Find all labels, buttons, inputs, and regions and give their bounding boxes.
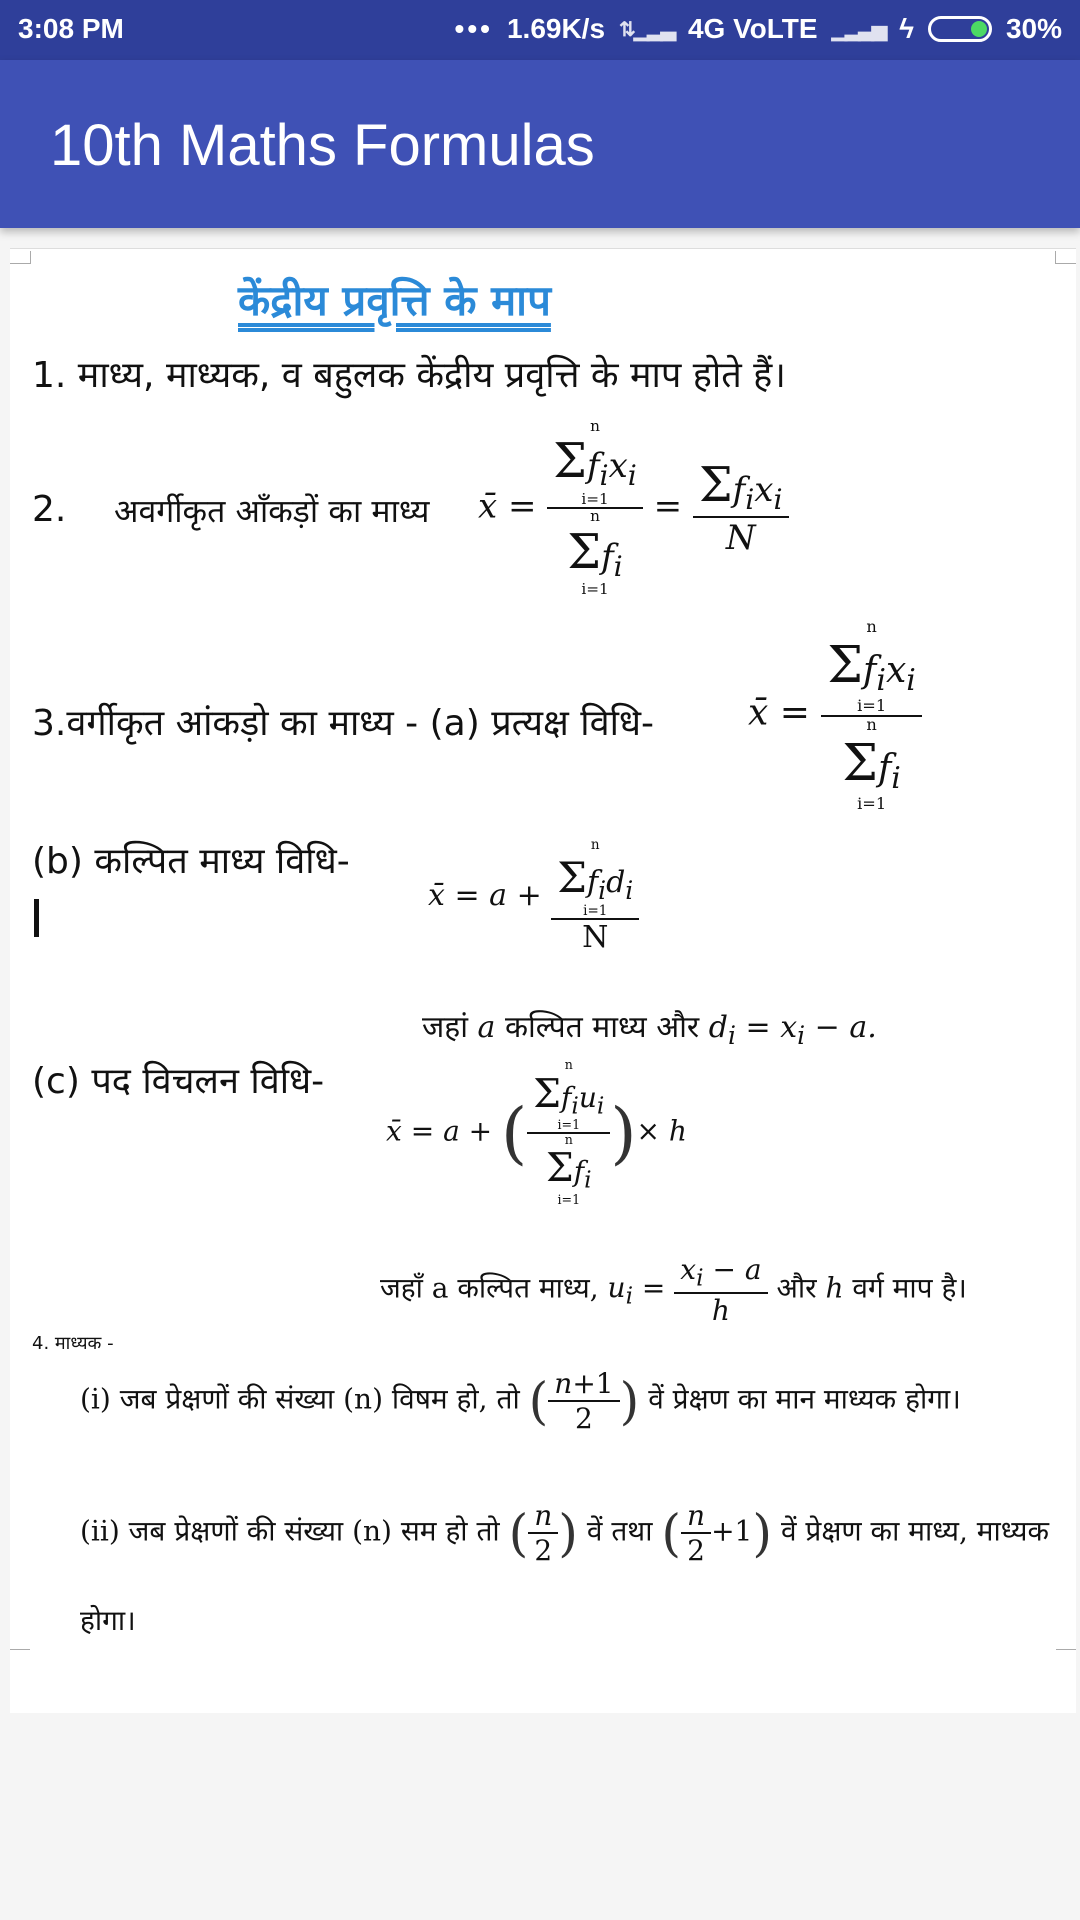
item-1: 1. माध्य, माध्यक, व बहुलक केंद्रीय प्रवृत्ति के माप होते हैं।: [32, 355, 786, 396]
more-notifications-icon: •••: [454, 13, 493, 44]
assumed-mean-note: जहां a कल्पित माध्य और $d_i = x_i - a$.: [422, 1010, 877, 1050]
status-bar: [0, 0, 1080, 60]
formula-page[interactable]: [10, 248, 1076, 1713]
battery-percent: 30%: [1005, 13, 1062, 44]
status-icons: [455, 13, 1062, 45]
signal-icon: ▁▂▃▅: [831, 18, 886, 41]
item-3c: (c) पद विचलन विधि-: [32, 1061, 325, 1102]
doc-heading: केंद्रीय प्रवृत्ति के माप: [238, 276, 551, 325]
note-c-suffix: वर्ग माप है।: [852, 1271, 967, 1305]
item-2-text: अवर्गीकृत आँकड़ों का माध्य: [114, 492, 430, 530]
network-speed: 1.69K/s: [506, 13, 606, 44]
median-even-rule-end: होगा।: [80, 1604, 136, 1637]
ungrouped-mean-formula: x̄ = n $\Sigma f_ix_i$ i=1 n $\Sigma f_i$ i=1 = $\frac{\Sigma f_ix_i}{N}$: [478, 419, 789, 598]
note-b-mid: कल्पित माध्य और: [504, 1010, 700, 1045]
direct-method-formula: x̄ = n $\Sigma f_ix_i$ i=1 n $\Sigma f_i$ i=1: [748, 619, 922, 812]
data-arrows-icon: ⇅▁▂▃: [619, 18, 674, 41]
assumed-mean-formula: x̄ = a + n $\Sigma f_id_i$ i=1 N: [428, 839, 639, 955]
median-ii-text-a: (ii) जब प्रेक्षणों की संख्या (n) सम हो तो: [80, 1514, 500, 1548]
charging-icon: ϟ: [899, 13, 914, 44]
status-time: 3:08 PM: [18, 13, 124, 44]
network-type: 4G VoLTE: [687, 13, 818, 44]
item-2-number: 2.: [32, 489, 67, 530]
median-i-text-b: वें प्रेक्षण का मान माध्यक होगा।: [648, 1382, 961, 1416]
app-title: 10th Maths Formulas: [50, 113, 595, 178]
note-c-prefix: जहाँ: [380, 1271, 423, 1305]
note-b-prefix: जहां: [422, 1010, 468, 1045]
item-3b: (b) कल्पित माध्य विधि-: [32, 841, 350, 882]
median-ii-text-b: वें तथा: [586, 1514, 653, 1548]
median-i-text-a: (i) जब प्रेक्षणों की संख्या (n) विषम हो, तो: [80, 1382, 520, 1416]
step-deviation-note: जहाँ a कल्पित माध्य, $u_i$ = $\frac{x_i - a}{h}$ और h वर्ग माप है।: [380, 1253, 967, 1327]
app-bar: [0, 60, 1080, 228]
crop-mark: [10, 1649, 30, 1662]
median-odd-rule: (i) जब प्रेक्षणों की संख्या (n) विषम हो, तो ( $\frac{n+1}{2}$ ) वें प्रेक्षण का मान माध्यक होगा।: [80, 1367, 961, 1435]
step-deviation-formula: x̄ = a + ( n $\Sigma f_iu_i$ i=1 n $\Sigma f_i$ i=1 )× h: [386, 1057, 687, 1207]
note-c-mid: कल्पित माध्य,: [457, 1271, 599, 1305]
median-ii-text-c: वें प्रेक्षण का माध्य, माध्यक: [780, 1514, 1050, 1548]
item-4: 4. माध्यक -: [32, 1333, 114, 1354]
note-c-and: और: [776, 1271, 817, 1305]
crop-mark: [10, 251, 31, 264]
crop-mark: [1055, 251, 1076, 264]
text-cursor: [34, 899, 39, 937]
median-even-rule: (ii) जब प्रेक्षणों की संख्या (n) सम हो तो ( $\frac{n}{2}$ ) वें तथा ( $\frac{n}{2}$ +1) वें प्रेक्षण का माध्य, माध्यक: [80, 1499, 1050, 1567]
crop-mark: [1056, 1649, 1076, 1662]
battery-icon: [928, 16, 992, 42]
item-3a: 3.वर्गीकृत आंकड़ो का माध्य - (a) प्रत्यक्ष विधि-: [32, 703, 655, 744]
